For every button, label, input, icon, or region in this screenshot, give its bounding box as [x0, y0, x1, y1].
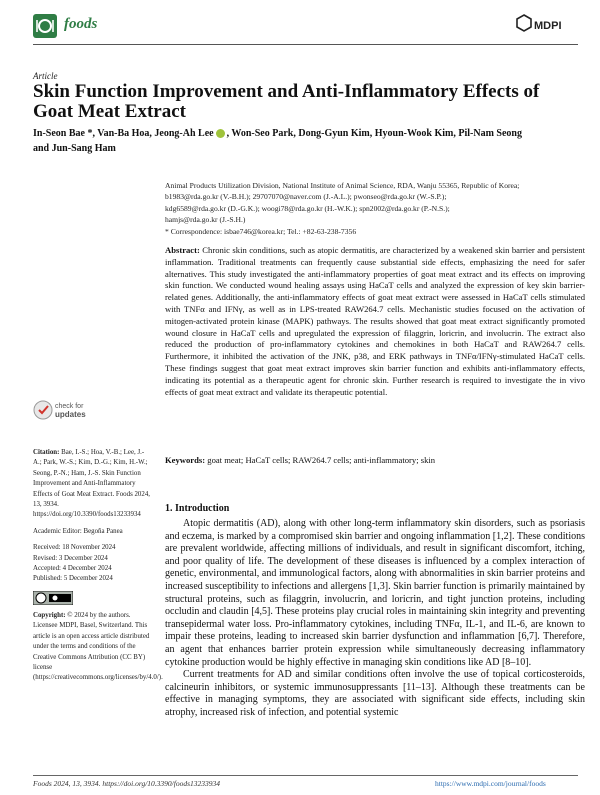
abstract	[165, 245, 585, 398]
citation-text: Bae, I.-S.; Hoa, V.-B.; Lee, J.-A.; Park, W.-S.; Kim, D.-G.; Kim, H.-W.; Seong, P.-N.; Ham, J.-S. Skin Function Improvement and Anti-Inflammatory Effects of Goat Meat Extract. Foods 2024, 13, 3934. https://doi.org/10.3390/foods13233934	[33, 449, 150, 519]
footer-citation: Foods 2024, 13, 3934. https://doi.org/10.3390/foods13233934	[33, 779, 221, 788]
journal-logo	[33, 14, 57, 38]
check-for-updates-button[interactable]	[33, 397, 93, 423]
revised-date: Revised: 3 December 2024	[33, 554, 108, 562]
paragraph: Atopic dermatitis (AD), along with other long-term inflammatory skin disorders, such as psoriasis and eczema, is marked by a compromised skin barrier and ongoing inflammation [1,2]. These conditions are prevalent worldwide, affecting millions of individuals, and result in significant discomfort, itching, and poor quality of life. The development of these diseases is influenced by a complex interaction of genetic, environmental, and immunological factors, along with abnormalities in skin barrier proteins and increased susceptibility to infections and allergens [1,3]. Skin barrier function is primarily maintained by structural proteins, such as filaggrin, involucrin, and loricrin, and tight junction proteins, including occludin and claudin [4,5]. These proteins play crucial roles in maintaining skin integrity and preventing transepidermal water loss. Pro-inflammatory cytokines, including TNFα, IL-1, and IL-6, are known to impair these proteins, leading to increased skin barrier dysfunction and inflammation [6,7]. Therefore, an agent that enhances barrier protein expression while simultaneously decreasing inflammatory cytokine production would be highly effective in managing skin conditions like AD [8–10].	[165, 518, 585, 668]
cc-by-license-icon[interactable]	[33, 591, 73, 605]
plate-icon	[33, 14, 57, 38]
check-updates-label-2: updates	[55, 410, 86, 419]
copyright-label: Copyright:	[33, 611, 66, 619]
journal-url-link[interactable]: https://www.mdpi.com/journal/foods	[435, 779, 546, 788]
authors-part-1: In-Seon Bae *, Van-Ba Hoa, Jeong-Ah Lee	[33, 128, 214, 139]
author-list	[33, 126, 578, 156]
correspondence: * Correspondence: isbae746@korea.kr; Tel.: +82-63-238-7356	[165, 226, 357, 236]
article-type: Article	[33, 71, 58, 81]
check-updates-label-1: check for	[55, 403, 84, 410]
authors-part-3: and Jun-Sang Ham	[33, 143, 116, 154]
affiliation-line: Animal Products Utilization Division, National Institute of Animal Science, RDA, Wanju 55365, Republic of Korea;	[165, 181, 520, 190]
copyright	[33, 611, 163, 684]
received-date: Received: 18 November 2024	[33, 544, 116, 552]
copyright-text: © 2024 by the authors. Licensee MDPI, Basel, Switzerland. This article is an open access article distributed under the terms and conditions of the Creative Commons Attribution (CC BY) license (https://creativecommons.org/licenses/by/4.0/).	[33, 611, 163, 682]
citation-label: Citation:	[33, 449, 60, 456]
affiliation-line: kdg6589@rda.go.kr (D.-G.K.); woogi78@rda.go.kr (H.-W.K.); spn2002@rda.go.kr (P.-N.S.);	[165, 203, 450, 213]
authors-part-2: , Won-Seo Park, Dong-Gyun Kim, Hyoun-Wook Kim, Pil-Nam Seong	[226, 128, 522, 139]
academic-editor: Academic Editor: Begoña Panea	[33, 527, 123, 535]
keywords	[165, 454, 585, 466]
affiliation	[165, 180, 585, 237]
paragraph: Current treatments for AD and similar conditions often involve the use of topical corticosteroids, calcineurin inhibitors, or systemic immunosuppressants [11–13]. Although these treatments can be effective in managing symptoms, they are associated with significant side effects, including skin atrophy, increased risk of infection, and potential systemic	[165, 669, 585, 718]
publisher-name: MDPI	[534, 20, 562, 32]
keywords-text: goat meat; HaCaT cells; RAW264.7 cells; anti-inflammatory; skin	[207, 455, 436, 465]
introduction-body	[165, 518, 585, 720]
orcid-icon[interactable]	[216, 129, 225, 138]
abstract-label: Abstract:	[165, 245, 200, 255]
check-updates-icon	[33, 397, 93, 423]
published-date: Published: 5 December 2024	[33, 575, 113, 583]
article-sidebar	[33, 448, 163, 690]
article-title: Skin Function Improvement and Anti-Inflammatory Effects of Goat Meat Extract	[33, 81, 540, 122]
affiliation-line: b1983@rda.go.kr (V.-B.H.); 29707070@naver.com (J.-A.L.); pwonseo@rda.go.kr (W.-S.P.);	[165, 192, 447, 202]
section-heading: 1. Introduction	[165, 503, 230, 514]
affiliation-line: hamjs@rda.go.kr (J.-S.H.)	[165, 215, 246, 225]
footer-divider	[33, 775, 578, 776]
accepted-date: Accepted: 4 December 2024	[33, 565, 112, 573]
mdpi-logo	[516, 14, 576, 42]
journal-name: foods	[64, 16, 98, 32]
keywords-label: Keywords:	[165, 455, 206, 465]
header-divider	[33, 44, 578, 45]
abstract-text: Chronic skin conditions, such as atopic dermatitis, are characterized by a weakened skin barrier and persistent inflammation. Traditional treatments can frequently cause substantial side effects, emphasizing the need for safer alternatives. This study investigated the anti-inflammatory properties of goat meat extract and its effects on improving skin function. We conducted wound healing assays using HaCaT cells and analyzed the expression of key skin barrier-related genes. Additionally, the anti-inflammatory effects of goat meat extract were assessed in HaCaT cells stimulated with TNFα and IFNγ, as well as in LPS-treated RAW264.7 cells. Mechanistic studies focused on the activation of mitogen-activated protein kinase (MAPK) pathways. The results showed that goat meat extract significantly promoted wound closure in HaCaT cells and upregulated the expression of filaggrin, loricrin, and involucrin. The extract also reduced the production of pro-inflammatory cytokines and chemokines in both HaCaT and RAW264.7 cells. Furthermore, it inhibited the activation of the JNK, p38, and ERK pathways in TNFα/IFNγ-stimulated HaCaT cells. These findings suggest that goat meat extract improves skin barrier function and exhibits anti-inflammatory effects, indicating its potential as a therapeutic agent for chronic skin. Further research is required to investigate the in vivo effects of goat meat extract and validate its therapeutic potential.	[165, 245, 585, 397]
citation	[33, 448, 151, 521]
